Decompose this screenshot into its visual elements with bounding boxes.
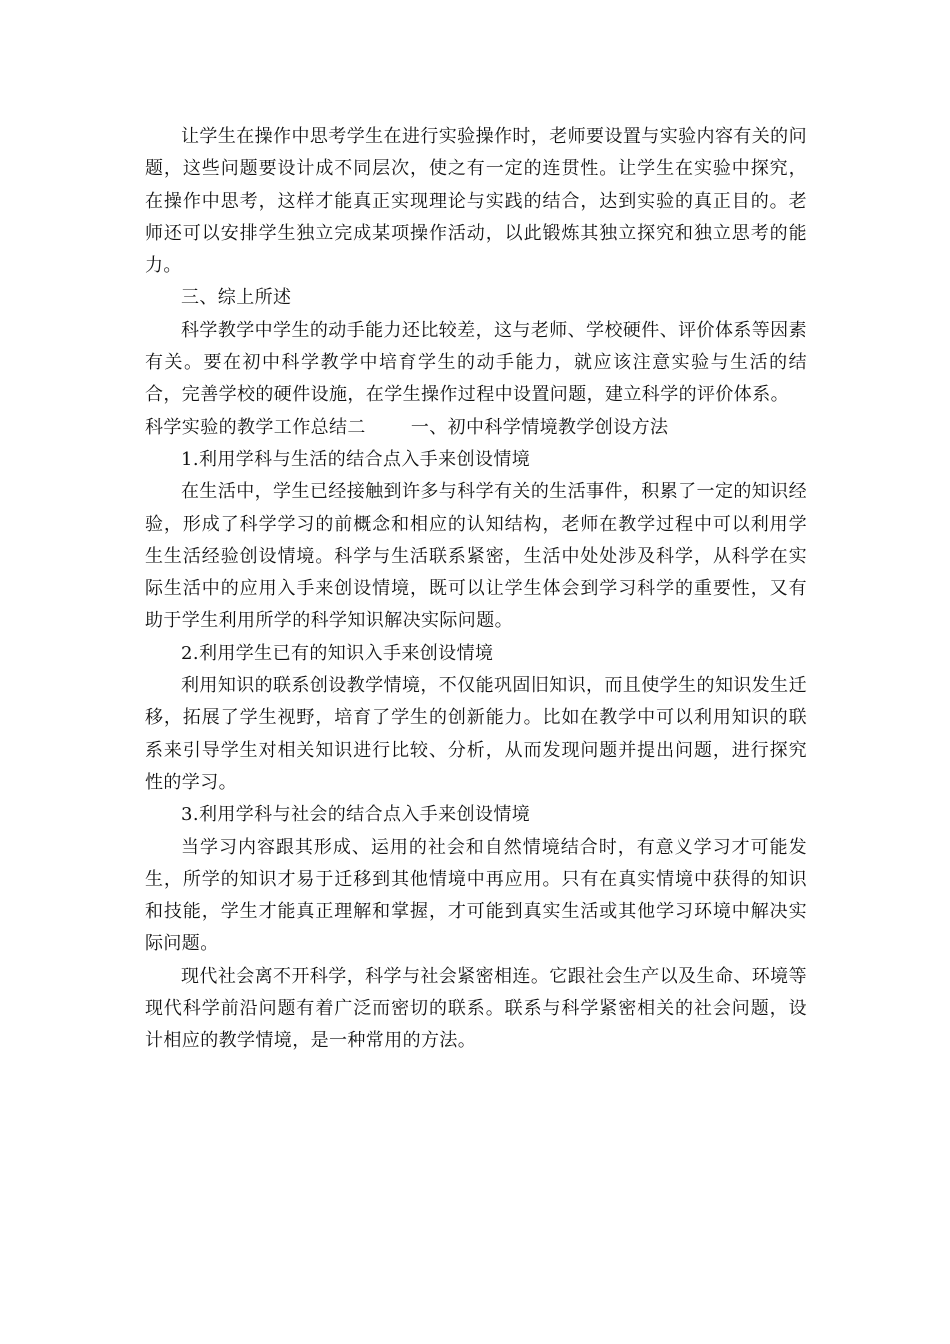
paragraph-knowledge: 利用知识的联系创设教学情境，不仅能巩固旧知识，而且使学生的知识发生迁移，拓展了学生视野，培育了学生的创新能力。比如在教学中可以利用知识的联系来引导学生对相关知识进行比较、分析，从而发现问题并提出问题，进行探究性的学习。 — [145, 675, 807, 793]
heading-summary: 三、综上所述 — [181, 287, 292, 309]
subheading-knowledge: 2.利用学生已有的知识入手来创设情境 — [181, 642, 494, 664]
paragraph-life: 在生活中，学生已经接触到许多与科学有关的生活事件，积累了一定的知识经验，形成了科学学习的前概念和相应的认知结构，老师在教学过程中可以利用学生生活经验创设情境。科学与生活联系紧密，生活中处处涉及科学，从科学在实际生活中的应用入手来创设情境，既可以让学生体会到学习科学的重要性，又有助于学生利用所学的科学知识解决实际问题。 — [145, 481, 807, 632]
paragraph-modern-society: 现代社会离不开科学，科学与社会紧密相连。它跟社会生产以及生命、环境等现代科学前沿问题有着广泛而密切的联系。联系与科学紧密相关的社会问题，设计相应的教学情境，是一种常用的方法。 — [145, 965, 807, 1052]
paragraph-summary: 科学教学中学生的动手能力还比较差，这与老师、学校硬件、评价体系等因素有关。要在初中科学教学中培育学生的动手能力，就应该注意实验与生活的结合，完善学校的硬件设施，在学生操作过程中设置问题，建立科学的评价体系。 — [145, 319, 807, 406]
section-heading-line — [145, 412, 807, 444]
paragraph-operation-thinking: 让学生在操作中思考学生在进行实验操作时，老师要设置与实验内容有关的问题，这些问题要设计成不同层次，使之有一定的连贯性。让学生在实验中探究，在操作中思考，这样才能真正实现理论与实践的结合，达到实验的真正目的。老师还可以安排学生独立完成某项操作活动，以此锻炼其独立探究和独立思考的能力。 — [145, 126, 807, 277]
section-title: 科学实验的教学工作总结二 — [145, 416, 366, 438]
subheading-society: 3.利用学科与社会的结合点入手来创设情境 — [181, 804, 531, 826]
document-body — [145, 121, 807, 1058]
subheading-life: 1.利用学科与生活的结合点入手来创设情境 — [181, 448, 531, 470]
paragraph-society: 当学习内容跟其形成、运用的社会和自然情境结合时，有意义学习才可能发生，所学的知识才易于迁移到其他情境中再应用。只有在真实情境中获得的知识和技能，学生才能真正理解和掌握，才可能到真实生活或其他学习环境中解决实际问题。 — [145, 836, 807, 955]
section-subtitle: 一、初中科学情境教学创设方法 — [410, 416, 669, 438]
